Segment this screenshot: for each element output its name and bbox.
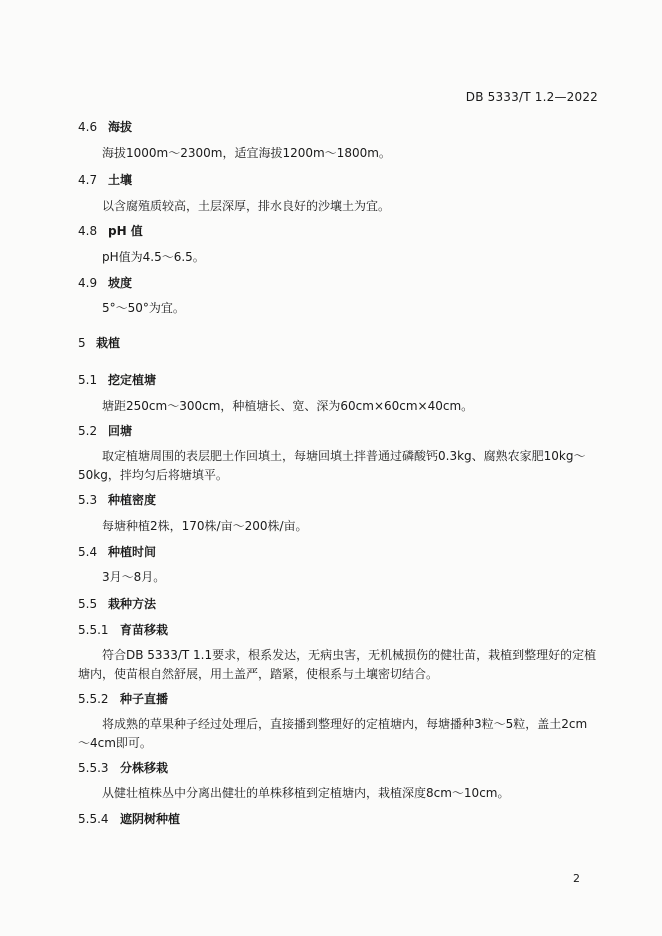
heading-5-5-1 bbox=[78, 621, 168, 638]
heading-5 bbox=[78, 334, 120, 351]
section-title: 分株移栽 bbox=[120, 761, 169, 775]
heading-5-5-4 bbox=[78, 810, 180, 827]
paragraph-5-5-2: 将成熟的草果种子经过处理后，直接播到整理好的定植塘内，每塘播种3粒～5粒，盖土2cm～4cm即可。 bbox=[78, 717, 588, 750]
heading-5-3 bbox=[78, 491, 156, 508]
paragraph-4-8: pH值为4.5～6.5。 bbox=[102, 250, 205, 264]
section-number: 5.1 bbox=[78, 373, 98, 387]
heading-5-5-2 bbox=[78, 690, 168, 707]
heading-5-1 bbox=[78, 371, 156, 388]
section-title: 栽植 bbox=[96, 336, 121, 350]
section-number: 5.5.1 bbox=[78, 623, 109, 637]
paragraph-4-7: 以含腐殖质较高，土层深厚，排水良好的沙壤土为宜。 bbox=[102, 199, 391, 213]
section-title: 育苗移栽 bbox=[120, 623, 169, 637]
paragraph-5-1: 塘距250cm～300cm，种植塘长、宽、深为60cm×60cm×40cm。 bbox=[102, 399, 474, 413]
section-number: 5.2 bbox=[78, 424, 98, 438]
heading-4-7 bbox=[78, 171, 132, 188]
heading-5-4 bbox=[78, 543, 156, 560]
section-number: 5 bbox=[78, 336, 86, 350]
paragraph-4-9: 5°～50°为宜。 bbox=[102, 301, 185, 315]
section-title: pH 值 bbox=[108, 224, 143, 238]
section-number: 5.4 bbox=[78, 545, 98, 559]
heading-5-5 bbox=[78, 595, 156, 612]
heading-4-9 bbox=[78, 274, 132, 291]
section-number: 5.3 bbox=[78, 493, 98, 507]
heading-5-2 bbox=[78, 422, 132, 439]
section-number: 5.5 bbox=[78, 597, 98, 611]
section-number: 4.9 bbox=[78, 276, 98, 290]
section-number: 5.5.2 bbox=[78, 692, 109, 706]
paragraph-5-4: 3月～8月。 bbox=[102, 570, 166, 584]
paragraph-5-2: 取定植塘周围的表层肥土作回填土，每塘回填土拌普通过磷酸钙0.3kg、腐熟农家肥10kg～50kg，拌均匀后将塘填平。 bbox=[78, 449, 586, 482]
section-title: 遮阴树种植 bbox=[120, 812, 181, 826]
section-number: 4.8 bbox=[78, 224, 98, 238]
paragraph-5-5-1: 符合DB 5333/T 1.1要求，根系发达，无病虫害，无机械损伤的健壮苗，栽植到整理好的定植塘内，使苗根自然舒展，用土盖严，踏紧，使根系与土壤密切结合。 bbox=[78, 648, 597, 681]
section-title: 栽种方法 bbox=[108, 597, 157, 611]
document-code: DB 5333/T 1.2—2022 bbox=[465, 90, 598, 104]
section-title: 回塘 bbox=[108, 424, 133, 438]
paragraph-4-6: 海拔1000m～2300m，适宜海拔1200m～1800m。 bbox=[102, 146, 391, 160]
paragraph-5-5-3: 从健壮植株丛中分离出健壮的单株移植到定植塘内，栽植深度8cm～10cm。 bbox=[102, 786, 510, 800]
section-title: 坡度 bbox=[108, 276, 133, 290]
section-title: 土壤 bbox=[108, 173, 133, 187]
section-title: 挖定植塘 bbox=[108, 373, 157, 387]
paragraph-5-3: 每塘种植2株，170株/亩～200株/亩。 bbox=[102, 519, 308, 533]
section-title: 海拔 bbox=[108, 120, 133, 134]
section-title: 种子直播 bbox=[120, 692, 169, 706]
section-title: 种植密度 bbox=[108, 493, 157, 507]
section-title: 种植时间 bbox=[108, 545, 157, 559]
section-number: 5.5.3 bbox=[78, 761, 109, 775]
heading-4-6 bbox=[78, 118, 132, 135]
section-number: 4.7 bbox=[78, 173, 98, 187]
heading-5-5-3 bbox=[78, 759, 168, 776]
section-number: 4.6 bbox=[78, 120, 98, 134]
page-number: 2 bbox=[573, 872, 580, 885]
heading-4-8 bbox=[78, 222, 143, 239]
section-number: 5.5.4 bbox=[78, 812, 109, 826]
